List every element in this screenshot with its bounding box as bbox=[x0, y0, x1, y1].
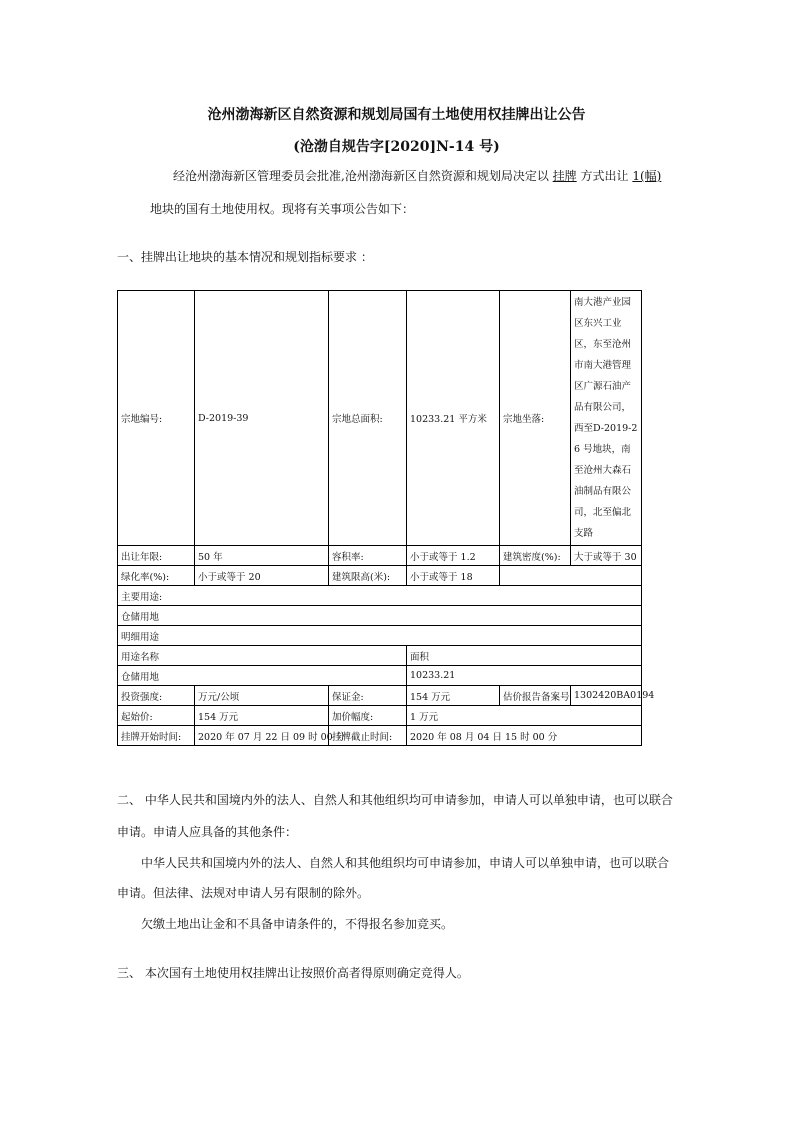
deposit-label: 保证金: bbox=[329, 686, 407, 706]
table-row bbox=[118, 646, 642, 666]
appraisal-value: 1302420BA0194 bbox=[571, 686, 642, 706]
section-3: 三、 本次国有土地使用权挂牌出让按照价高者得原则确定竞得人。 bbox=[117, 966, 469, 980]
end-time-value: 2020 年 08 月 04 日 15 时 00 分 bbox=[407, 726, 642, 746]
invest-label: 投资强度: bbox=[118, 686, 195, 706]
table-row bbox=[118, 726, 642, 746]
density-label: 建筑密度(%): bbox=[500, 546, 571, 566]
empty-cell bbox=[500, 566, 642, 586]
use-name-value: 仓储用地 bbox=[118, 666, 407, 686]
green-value: 小于或等于 20 bbox=[195, 566, 329, 586]
term-label: 出让年限: bbox=[118, 546, 195, 566]
deposit-value: 154 万元 bbox=[407, 686, 500, 706]
section-2-line-3: 中华人民共和国境内外的法人、自然人和其他组织均可申请参加，申请人可以单独申请，也可以联合 bbox=[141, 856, 670, 870]
far-value: 小于或等于 1.2 bbox=[407, 546, 500, 566]
parcel-no-label: 宗地编号: bbox=[118, 291, 195, 546]
intro-middle: 方式出让 bbox=[580, 169, 629, 183]
section-2-line-2: 申请。申请人应具备的其他条件： bbox=[117, 825, 298, 839]
total-area-value: 10233.21 平方米 bbox=[407, 291, 500, 546]
term-value: 50 年 bbox=[195, 546, 329, 566]
intro-line-2: 地块的国有土地使用权。现将有关事项公告如下： bbox=[150, 202, 415, 216]
section-2-line-4: 申请。但法律、法规对申请人另有限制的除外。 bbox=[117, 886, 370, 900]
table-row bbox=[118, 291, 642, 546]
table-row bbox=[118, 586, 642, 606]
start-price-value: 154 万元 bbox=[195, 706, 329, 726]
appraisal-label: 估价报告备案号 bbox=[500, 686, 571, 706]
parcel-no-value: D-2019-39 bbox=[195, 291, 329, 546]
height-label: 建筑限高(米): bbox=[329, 566, 407, 586]
notice-number: (沧渤自规告字[2020]N-14 号) bbox=[293, 139, 500, 155]
table-row bbox=[118, 606, 642, 626]
increment-value: 1 万元 bbox=[407, 706, 642, 726]
table-row bbox=[118, 626, 642, 646]
table-row bbox=[118, 686, 642, 706]
table-row bbox=[118, 666, 642, 686]
use-area-value: 10233.21 bbox=[407, 666, 642, 686]
section-1-heading: 一、挂牌出让地块的基本情况和规划指标要求 ： bbox=[117, 250, 373, 264]
section-2-line-1: 二、 中华人民共和国境内外的法人、自然人和其他组织均可申请参加，申请人可以单独申请，也可以联合 bbox=[117, 793, 673, 807]
far-label: 容积率: bbox=[329, 546, 407, 566]
table-row bbox=[118, 546, 642, 566]
section-2-line-5: 欠缴土地出让金和不具备申请条件的，不得报名参加竞买。 bbox=[141, 917, 454, 931]
density-value: 大于或等于 30 bbox=[571, 546, 642, 566]
increment-label: 加价幅度: bbox=[329, 706, 407, 726]
location-label: 宗地坐落: bbox=[500, 291, 571, 546]
table-row bbox=[118, 566, 642, 586]
location-value: 南大港产业园区东兴工业区，东至沧州市南大港管理区广源石油产品有限公司，西至D-2019-26 号地块，南至沧州大森石油制品有限公司，北至偏北支路 bbox=[571, 291, 642, 546]
page-title: 沧州渤海新区自然资源和规划局国有土地使用权挂牌出让公告 bbox=[207, 107, 586, 123]
total-area-label: 宗地总面积: bbox=[329, 291, 407, 546]
end-time-label: 挂牌截止时间: bbox=[329, 726, 407, 746]
intro-line-1 bbox=[173, 167, 661, 184]
use-name-header: 用途名称 bbox=[118, 646, 407, 666]
intro-method: 挂牌 bbox=[552, 169, 577, 183]
detail-use-label: 明细用途 bbox=[118, 626, 642, 646]
intro-count: 1(幅) bbox=[632, 169, 662, 183]
green-label: 绿化率(%): bbox=[118, 566, 195, 586]
start-time-value: 2020 年 07 月 22 日 09 时 00 分 bbox=[195, 726, 329, 746]
height-value: 小于或等于 18 bbox=[407, 566, 500, 586]
area-header: 面积 bbox=[407, 646, 642, 666]
start-time-label: 挂牌开始时间: bbox=[118, 726, 195, 746]
intro-prefix: 经沧州渤海新区管理委员会批准,沧州渤海新区自然资源和规划局决定以 bbox=[173, 169, 549, 183]
main-use-label: 主要用途: bbox=[118, 586, 642, 606]
main-use-value: 仓储用地 bbox=[118, 606, 642, 626]
table-row bbox=[118, 706, 642, 726]
invest-value: 万元/公顷 bbox=[195, 686, 329, 706]
land-parcel-table bbox=[117, 290, 655, 746]
start-price-label: 起始价: bbox=[118, 706, 195, 726]
